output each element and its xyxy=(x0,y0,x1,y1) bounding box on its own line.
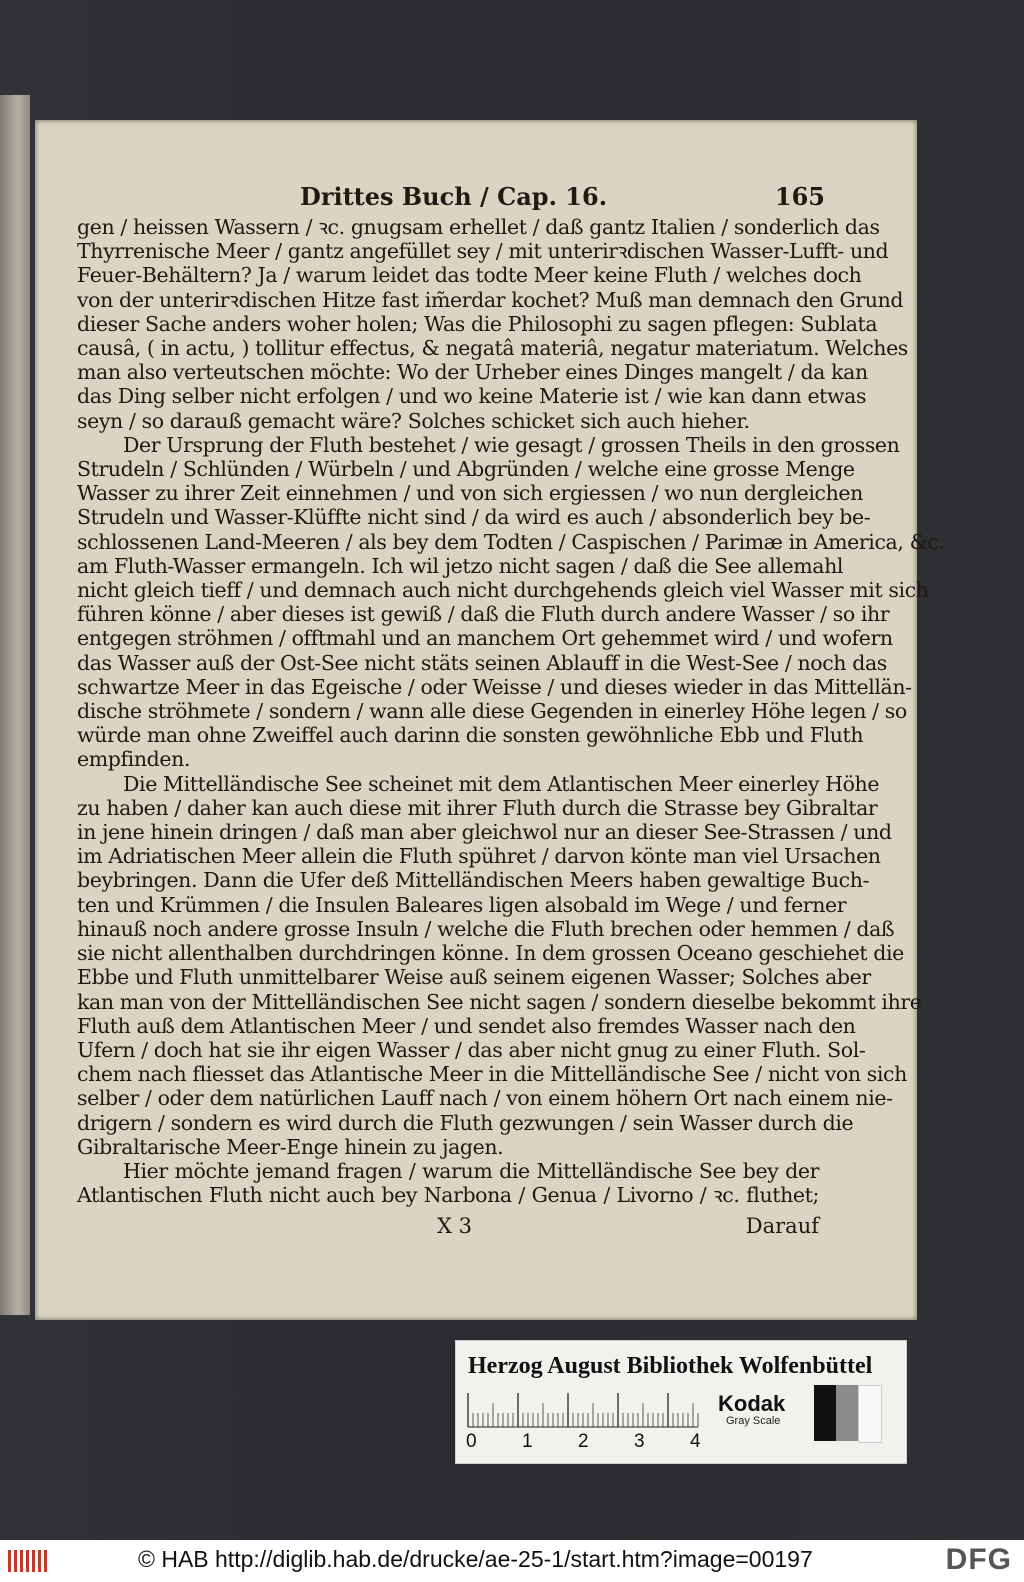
ruler-number: 1 xyxy=(522,1431,533,1452)
text-line: seyn / so darauß gemacht wäre? Solches schicket sich auch hieher. xyxy=(77,408,750,433)
text-line: Die Mittelländische See scheinet mit dem Atlantischen Meer einerley Höhe xyxy=(123,771,880,796)
text-line: Hier möchte jemand fragen / warum die Mittelländische See bey der xyxy=(123,1158,819,1183)
ruler-number: 2 xyxy=(578,1431,589,1452)
ruler-number: 4 xyxy=(690,1431,701,1452)
text-line: am Fluth-Wasser ermangeln. Ich wil jetzo nicht sagen / daß die See allemahl xyxy=(77,553,844,578)
text-line: würde man ohne Zweiffel auch darinn die sonsten gewöhnliche Ebb und Fluth xyxy=(77,723,864,748)
text-line: drigern / sondern es wird durch die Fluth gezwungen / sein Wasser durch die xyxy=(77,1110,854,1135)
text-line: hinauß noch andere grosse Insuln / welche die Fluth brechen oder hemmen / daß xyxy=(77,916,895,941)
text-line: das Ding selber nicht erfolgen / und wo keine Materie ist / wie kan dann etwas xyxy=(77,384,867,409)
adjacent-page-edge xyxy=(0,95,30,1315)
text-line: Der Ursprung der Fluth bestehet / wie gesagt / grossen Theils in den grossen xyxy=(123,432,900,457)
gray-scale-label: Gray Scale xyxy=(726,1415,781,1427)
text-line: führen könne / aber dieses ist gewiß / daß die Fluth durch andere Wasser / so ihr xyxy=(77,602,890,627)
copyright-link[interactable]: © HAB http://diglib.hab.de/drucke/ae-25-1/start.htm?image=00197 xyxy=(138,1546,813,1572)
text-line: schlossenen Land-Meeren / als bey dem Todten / Caspischen / Parimæ in America, &c. xyxy=(77,529,945,554)
text-line: ten und Krümmen / die Insulen Baleares ligen alsobald im Wege / und ferner xyxy=(77,892,847,917)
catchword: Darauf xyxy=(745,1214,819,1238)
text-line: Gibraltarische Meer-Enge hinein zu jagen. xyxy=(77,1134,504,1159)
text-line: sie nicht allenthalben durchdringen könne. In dem grossen Oceano geschiehet die xyxy=(77,941,904,966)
text-line: dieser Sache anders woher holen; Was die Philosophi zu sagen pflegen: Sublata xyxy=(77,311,878,336)
signature-mark: X 3 xyxy=(437,1214,472,1238)
gray-swatch-mid xyxy=(836,1385,858,1441)
text-line: im Adriatischen Meer allein die Fluth spühret / darvon könte man viel Ursachen xyxy=(77,844,881,869)
text-line: selber / oder dem natürlichen Lauff nach / von einem höhern Ort nach einem nie- xyxy=(77,1086,893,1111)
ruler-numbers xyxy=(466,1431,706,1453)
text-line: Ebbe und Fluth unmittelbarer Weise auß seinem eigenen Wasser; Solches aber xyxy=(77,965,871,990)
text-line: von der unterirꝛdischen Hitze fast im̃erdar kochet? Muß man demnach den Grund xyxy=(77,287,904,312)
text-line: entgegen ströhmen / offtmahl und an manchem Ort gehemmet wird / und wofern xyxy=(77,626,893,651)
text-line: schwartze Meer in das Egeische / oder Weisse / und dieses wieder in das Mittellän- xyxy=(77,674,912,699)
gray-swatch-white xyxy=(858,1385,882,1443)
text-line: Strudeln / Schlünden / Würbeln / und Abgründen / welche eine grosse Menge xyxy=(77,457,855,482)
library-color-card xyxy=(455,1340,907,1464)
text-line: Wasser zu ihrer Zeit einnehmen / und von sich ergiessen / wo nun dergleichen xyxy=(77,481,863,506)
ruler-number: 0 xyxy=(466,1431,477,1452)
kodak-logo: Kodak xyxy=(718,1391,786,1416)
text-line: empfinden. xyxy=(77,747,191,772)
text-line: Strudeln und Wasser-Klüffte nicht sind / da wird es auch / absonderlich bey be- xyxy=(77,505,871,530)
text-line: Ufern / doch hat sie ihr eigen Wasser / das aber nicht gnug zu einer Fluth. Sol- xyxy=(77,1037,866,1062)
text-line: das Wasser auß der Ost-See nicht stäts seinen Ablauff in die West-See / noch das xyxy=(77,650,887,675)
running-header xyxy=(300,182,825,212)
gray-swatch-black xyxy=(814,1385,836,1441)
ruler-scale xyxy=(466,1389,701,1429)
text-line: gen / heissen Wassern / ꝛc. gnugsam erhellet / daß gantz Italien / sonderlich das xyxy=(77,215,880,239)
text-line: nicht gleich tieff / und demnach auch nicht durchgehends gleich viel Wasser mit sich xyxy=(77,578,929,603)
hab-logo-icon xyxy=(6,1546,50,1576)
text-line: Feuer-Behältern? Ja / warum leidet das todte Meer keine Fluth / welches doch xyxy=(77,263,862,288)
page-number: 165 xyxy=(774,182,825,211)
text-line: kan man von der Mittelländischen See nicht sagen / sondern dieselbe bekommt ihre xyxy=(77,989,922,1014)
text-line: chem nach fliesset das Atlantische Meer in die Mittelländische See / nicht von sich xyxy=(77,1062,907,1087)
text-line: zu haben / daher kan auch diese mit ihrer Fluth durch die Strasse bey Gibraltar xyxy=(77,795,878,820)
text-line: in jene hinein dringen / daß man aber gleichwol nur an dieser See-Strassen / und xyxy=(77,820,892,845)
footer-bar xyxy=(0,1540,1024,1582)
text-line: Atlantischen Fluth nicht auch bey Narbona / Genua / Livorno / ꝛc. fluthet; xyxy=(77,1183,819,1208)
text-line: beybringen. Dann die Ufer deß Mittelländischen Meers haben gewaltige Buch- xyxy=(77,868,870,893)
body-text xyxy=(77,215,945,1208)
page-footer xyxy=(77,1214,819,1242)
text-line: man also verteutschen möchte: Wo der Urheber eines Dinges mangelt / da kan xyxy=(77,360,868,385)
header-title: Drittes Buch / Cap. 16. xyxy=(300,182,608,211)
library-name: Herzog August Bibliothek Wolfenbüttel xyxy=(468,1353,873,1379)
ruler-number: 3 xyxy=(634,1431,645,1452)
text-line: dische ströhmete / sondern / wann alle diese Gegenden in einerley Höhe legen / so xyxy=(77,699,907,724)
dfg-logo: DFG xyxy=(945,1543,1012,1576)
text-line: causâ, ( in actu, ) tollitur effectus, & negatâ materiâ, negatur materiatum. Welches xyxy=(77,336,908,361)
text-line: Thyrrenische Meer / gantz angefüllet sey / mit unterirꝛdischen Wasser-Lufft- und xyxy=(77,239,889,264)
text-line: Fluth auß dem Atlantischen Meer / und sendet also fremdes Wasser nach den xyxy=(77,1013,856,1038)
